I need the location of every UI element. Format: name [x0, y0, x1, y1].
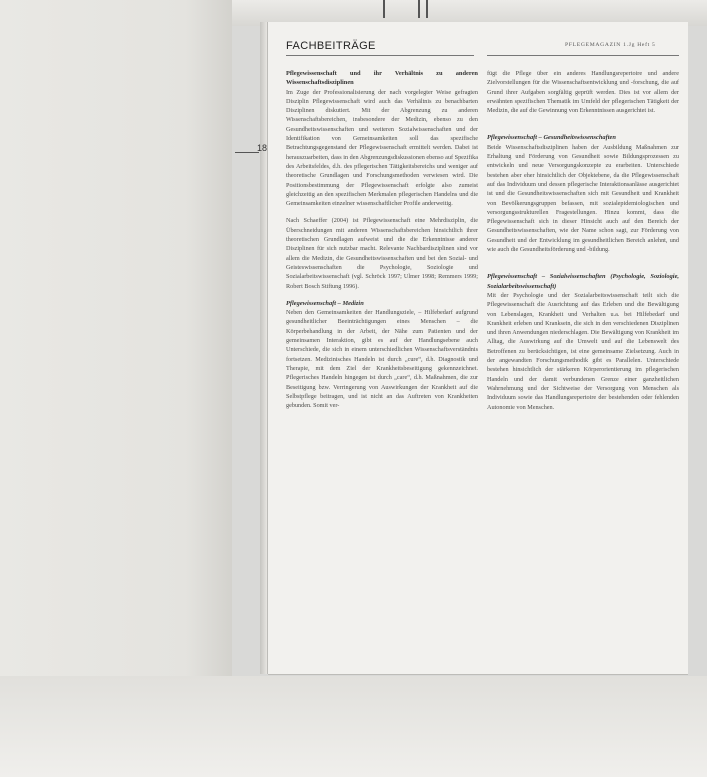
section-heading: Pflegewissenschaft und ihr Verhältnis zu anderen Wissenschaftsdisziplinen — [286, 70, 478, 87]
section-heading: Pflegewissenschaft – Gesundheitswissenschaften — [487, 134, 616, 142]
section-heading: Pflegewissenschaft – Medizin — [286, 299, 364, 307]
binder-mark — [426, 0, 428, 18]
left-column — [286, 69, 478, 664]
binder-mark — [418, 0, 420, 18]
paragraph: Im Zuge der Professionalisierung der nach vorgelegter Weise gefragten Disziplin Pflegewissenschaft wird auch das Verhältnis zu benachbarten Disziplinen diskutiert. Mit der Abgrenzung zu anderen Wissenschaftsbereichen, insbesondere der Medizin, ebenso zu den Gesundheitswissenschaften und weiteren Sozialwissenschaften und der Identifikation von Gemeinsamkeiten soll das spezifische Betrachtungsgegenstand der Pflegewissenschaft ermittelt werden. Dabei ist herauszuarbeiten, dass in den Abgrenzungsdiskussionen ebenso auf Spezifika des Arbeitsfeldes, d.h. des pflegerischen Tätigkeitsbereichs und weniger auf theoretische Grundlagen und Forschungsmethoden verwiesen wird. Die Positionsbestimmung der Pflegewissenschaft erfolgte also zumeist gleichzeitig an den spezifischen Merkmalen pflegerischen Handelns und die Gemeinsamkeiten einzelner wissenschaftlicher Profile anderweitig. — [286, 88, 478, 208]
right-column — [487, 69, 679, 629]
scan-left-background — [0, 0, 232, 777]
paragraph: Beide Wissenschaftsdisziplinen haben der Ausbildung Maßnahmen zur Erhaltung und Förderung von Gesundheit sowie Bildungsprozessen zu entwickeln und neue Versorgungskonzepte zu erarbeiten. Unterschiede bestehen aber eher hinsichtlich der Objektebene, da die Pflegewissenschaft auf das Individuum und dessen pflegerische Interaktionsanlässe ausgerichtet ist und die Gesundheitswissenschaften sich mit Gesundheit und Krankheit von Bevölkerungsgruppen befassen, mit sozialepidemiologischen und versorgungsstrukturellen Fragestellungen. Hinzu kommt, dass die Pflegewissenschaft sich in dieser Hinsicht auch auf den Bereich der Gesundheitswissenschaften, wie der Name schon sagt, zur Förderung von Gesundheit und der Entwicklung im gesundheitlichen Bereich anlehnt, und wie auch die Gesundheitsförderung und -bildung. — [487, 143, 679, 254]
section-header: FACHBEITRÄGE — [286, 40, 376, 52]
page-edge-shadow — [260, 22, 268, 674]
margin-line — [235, 152, 259, 153]
margin-page-number: 18 — [257, 143, 268, 153]
paragraph: Nach Schaeffer (2004) ist Pflegewissenschaft eine Mehrdisziplin, die Überschneidungen mit anderen Wissenschaftsbereichen hinsichtlich ihrer theoretischen Grundlagen aufweist und die die Erkenntnisse anderer Disziplinen für sich nutzbar macht. Relevante Nachbardisziplinen sind vor allem die Medizin, die Gesundheitswissenschaften und bei den Sozial- und Geisteswissenschaften die Psychologie, Soziologie und Sozialarbeitswissenschaft (vgl. Schröck 1997; Ulmer 1998; Remmers 1999; Robert Bosch Stiftung 1996). — [286, 217, 478, 290]
journal-header: PFLEGEMAGAZIN 1.Jg Heft 5 — [565, 42, 656, 48]
paragraph: Mit der Psychologie und der Sozialarbeitswissenschaft teilt sich die Pflegewissenschaft die Ausrichtung auf das Erleben und die Bewältigung von Lebenslagen, Krankheit und Verhalten u.a. bei Hilfebedarf und Krankheit erleben und Kranksein, die sich in den verschiedenen Disziplinen und ihren Anwendungen niederschlagen. Die Bewältigung von Krankheit im Alltag, die Auswirkung auf die Umwelt und auf die Lebenswelt des Betroffenen zu berücksichtigen, ist eine gemeinsame Zielsetzung. Auch in der angewandten Forschungsmethodik gibt es Parallelen. Unterschiede bestehen hinsichtlich der stärkeren Körperorientierung im pflegerischen Handeln und der damit verbundenen Grenze einer ganzheitlichen Wahrnehmung und der Sichtweise der Versorgung von Menschen als Individuum sowie das Handlungsrepertoire der bestehenden oder fehlenden Autonomie von Menschen. — [487, 291, 679, 411]
header-rule — [487, 55, 679, 56]
header-rule — [286, 55, 474, 56]
section-heading: Pflegewissenschaft – Sozialwissenschaften (Psychologie, Soziologie, Sozialarbeitswissenschaft) — [487, 273, 679, 290]
paragraph: fügt die Pflege über ein anderes Handlungsrepertoire und andere Zielvorstellungen für die Wissenschaftsentwicklung und -forschung, die auf Grund ihrer Aufgaben sorgfältig geprüft werden. Dies ist vor allem der erwähnten spezifischen Thematik im Umfeld der pflegerischen Tätigkeit der Medizin, die auf die Gewinnung von Erkenntnissen ausgerichtet ist. — [487, 70, 679, 115]
scan-bottom-background — [0, 676, 707, 777]
paragraph: Neben den Gemeinsamkeiten der Handlungsziele, – Hilfebedarf aufgrund gesundheitlicher Beeinträchtigungen eines Menschen – die Körperbehandlung in der Arbeit, der Nähe zum Patienten und der gemeinsamen Interaktion, gibt es auf der Handlungsebene auch Unterschiede, die sich in einem unterschiedlichen Wissenschaftsverständnis fortsetzen. Medizinisches Handeln ist durch „cure“, d.h. Diagnostik und Therapie, mit dem Ziel der Krankheitsbeseitigung gekennzeichnet. Pflegerisches Handeln hingegen ist durch „care“, d.h. Maßnahmen, die zur Beseitigung bzw. Verringerung von Auswirkungen der Krankheit auf die Selbstpflege beitragen, und ist nicht an das Auftreten von Krankheiten gebunden. Somit ver- — [286, 309, 478, 410]
binder-mark — [383, 0, 385, 18]
